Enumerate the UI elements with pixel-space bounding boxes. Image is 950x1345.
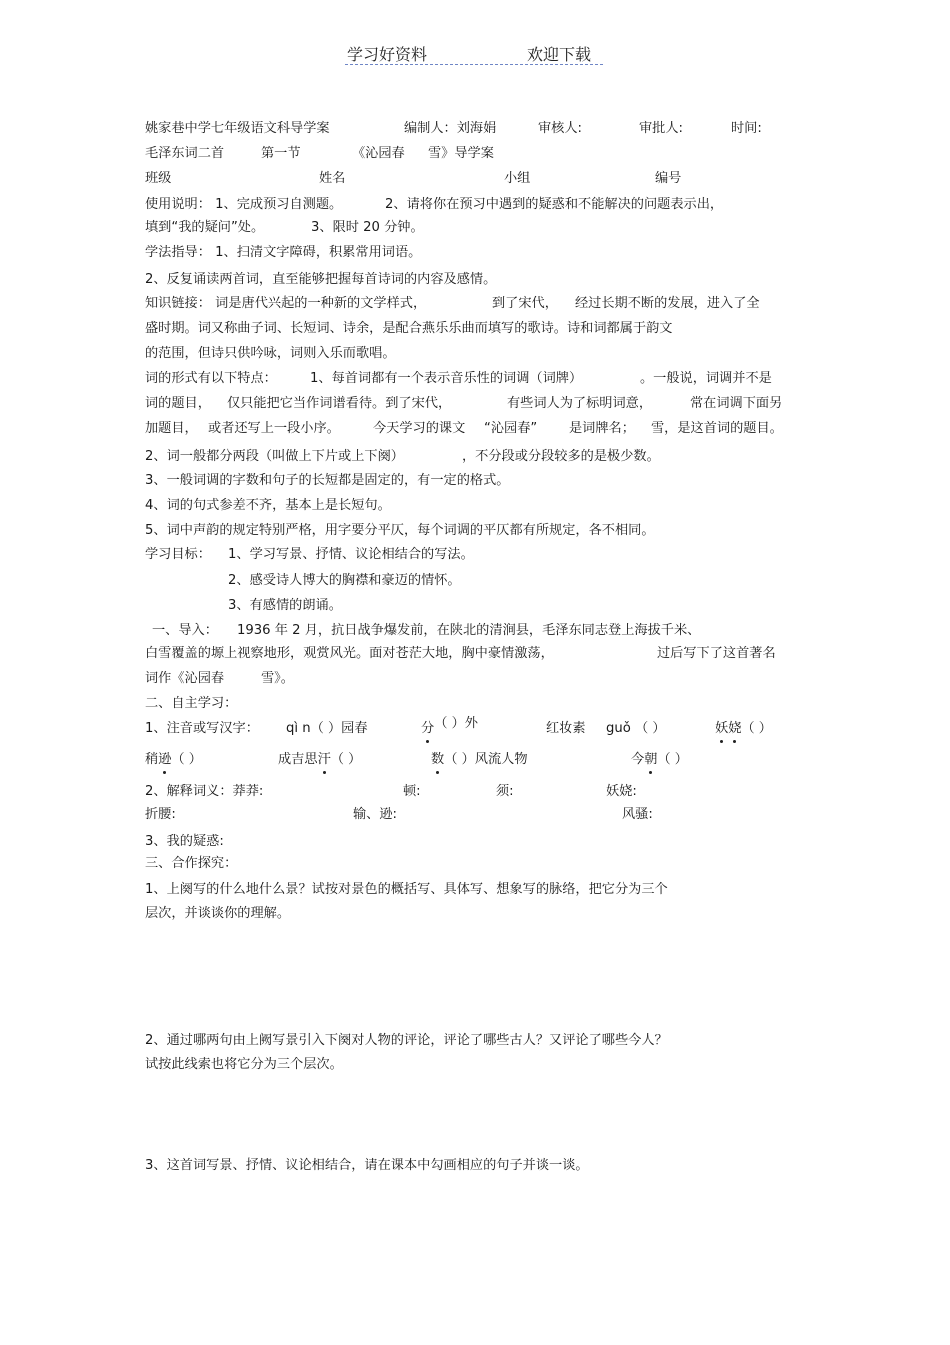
dotted-char: 朝: [644, 752, 658, 767]
dotted-char: 汗: [317, 752, 331, 767]
coop-q1-line-1: 1、上阕写的什么地什么景？试按对景色的概括写、具体写、想象写的脉络，把它分为三个: [145, 882, 668, 897]
forms-3a: 加题目，: [145, 421, 198, 436]
page-header: [345, 42, 603, 65]
dotted-char: 逊: [158, 752, 172, 767]
forms-point-4: 4、词的句式参差不齐，基本上是长短句。: [145, 498, 391, 513]
forms-point-3: 3、一般词调的字数和句子的长短都是固定的，有一定的格式。: [145, 473, 510, 488]
coop-q3: 3、这首词写景、抒情、议论相结合，请在课本中勾画相应的句子并谈一谈。: [145, 1158, 589, 1173]
group-label: 小组: [504, 171, 531, 186]
blank: （ ）: [330, 752, 362, 767]
approver: 审批人:: [639, 121, 684, 136]
intro-text-2a: 白雪覆盖的塬上视察地形，观赏风光。面对苍茫大地，胸中豪情激荡，: [145, 646, 554, 661]
name-label: 姓名: [319, 171, 346, 186]
dotted-char: 数: [431, 752, 445, 767]
blank: （ ）: [171, 752, 202, 767]
usage-3: 3、限时 20 分钟。: [311, 220, 424, 235]
blank: （ ）: [657, 752, 688, 767]
self-study-title: 二、自主学习：: [145, 696, 238, 711]
reviewer: 审核人:: [538, 121, 583, 136]
forms-1c: 。一般说，词调并不是: [640, 371, 772, 386]
char: 今: [631, 752, 645, 767]
knowledge-line-3: 的范围，但诗只供吟咏，词则入乐而歌唱。: [145, 346, 396, 361]
lesson-section: 第一节: [261, 146, 301, 161]
intro-title: 一、导入：: [152, 623, 218, 638]
pinyin-guo: guǒ （ ）: [606, 721, 666, 736]
coop-q2-line-1: 2、通过哪两句由上阙写景引入下阕对人物的评论，评论了哪些古人？又评论了哪些今人？: [145, 1033, 668, 1048]
explain-yaorao: 妖娆:: [606, 784, 637, 799]
pinyin-shaoxun: [145, 751, 202, 769]
forms-2-a: 2、词一般都分两段（叫做上下片或上下阕）: [145, 449, 404, 464]
pinyin-shu: [431, 751, 528, 769]
coop-title: 三、合作探究：: [145, 856, 238, 871]
dotted-char: 妖: [715, 721, 729, 736]
knowledge-1a: 知识链接： 词是唐代兴起的一种新的文学样式，: [145, 296, 427, 311]
knowledge-line-2: 盛时期。词又称曲子词、长短词、诗余，是配合燕乐乐曲而填写的歌诗。诗和词都属于韵文: [145, 321, 673, 336]
pinyin-jinzhao: [631, 751, 688, 769]
explain-dun: 顿:: [403, 784, 421, 799]
goal-3: 3、有感情的朗诵。: [228, 598, 342, 613]
knowledge-1c: 经过长期不断的发展，进入了全: [575, 296, 760, 311]
knowledge-1b: 到了宋代，: [492, 296, 558, 311]
goal-2: 2、感受诗人博大的胸襟和豪迈的情怀。: [228, 573, 461, 588]
intro-text-2b: 过后写下了这首著名: [657, 646, 776, 661]
forms-2b: 仅只能把它当作词谱看待。到了宋代，: [227, 396, 452, 411]
pinyin-fen: [421, 716, 478, 738]
number-label: 编号: [655, 171, 682, 186]
coop-q2-line-2: 试按此线索也将它分为三个层次。: [145, 1057, 343, 1072]
intro-text-3b: 雪》。: [261, 671, 294, 686]
dotted-char: 娆: [728, 721, 742, 736]
forms-3f: 雪，是这首词的题目。: [651, 421, 783, 436]
editor: 编制人：刘海娟: [404, 121, 497, 136]
method-line-2: 2、反复诵读两首词，直至能够把握每首诗词的内容及感情。: [145, 272, 497, 287]
forms-3d: “沁园春”: [484, 421, 538, 436]
explain-zheyao: 折腰:: [145, 807, 176, 822]
intro-text-1: 1936 年 2 月，抗日战争爆发前，在陕北的清涧县，毛泽东同志登上海拔千米、: [237, 623, 701, 638]
coop-q1-line-2: 层次，并谈谈你的理解。: [145, 906, 291, 921]
method-line-1: 学法指导： 1、扫清文字障碍，积累常用词语。: [145, 245, 422, 260]
pinyin-yaorao: [715, 720, 772, 738]
blank: （ ）风流人物: [444, 752, 528, 767]
forms-point-5: 5、词中声韵的规定特别严格，用字要分平仄，每个词调的平仄都有所规定，各不相同。: [145, 523, 655, 538]
forms-2-b: ，不分段或分段较多的是极少数。: [462, 449, 660, 464]
char: 稍: [145, 752, 159, 767]
usage-2-cont: 填到“我的疑问”处。: [145, 220, 265, 235]
pinyin-hongzhuang: 红妆素: [546, 721, 586, 736]
forms-2a: 词的题目，: [145, 396, 211, 411]
goals-label: 学习目标：: [145, 547, 211, 562]
explain-fengsao: 风骚:: [622, 807, 653, 822]
forms-1b: 1、每首词都有一个表示音乐性的词调（词牌）: [310, 371, 583, 386]
blank: （ ）: [741, 721, 772, 736]
forms-3e: 是词牌名；: [569, 421, 635, 436]
chars: 成吉思: [278, 752, 318, 767]
dotted-char: 分: [421, 721, 435, 736]
usage-2: 2、请将你在预习中遇到的疑惑和不能解决的问题表示出，: [385, 197, 724, 212]
lesson-name-a: 《沁园春: [352, 146, 405, 161]
pinyin-qin: qì n（ ）园春: [286, 721, 368, 736]
usage-1: 使用说明： 1、完成预习自测题。: [145, 197, 343, 212]
explain-label: 2、解释词义：莽莽:: [145, 784, 264, 799]
header-left: 学习好资料: [347, 45, 428, 64]
time-label: 时间:: [731, 121, 762, 136]
my-questions: 3、我的疑惑:: [145, 834, 224, 849]
lesson-title: 毛泽东词二首: [145, 146, 225, 161]
forms-2d: 常在词调下面另: [690, 396, 783, 411]
forms-3c: 今天学习的课文: [373, 421, 466, 436]
forms-3b: 或者还写上一段小序。: [208, 421, 340, 436]
header-right: 欢迎下载: [527, 45, 592, 64]
intro-text-3a: 词作《沁园春: [145, 671, 225, 686]
forms-2c: 有些词人为了标明词意，: [507, 396, 653, 411]
school-name: 姚家巷中学七年级语文科导学案: [145, 121, 330, 136]
blank: （ ）外: [434, 716, 478, 731]
pinyin-label: 1、注音或写汉字：: [145, 721, 259, 736]
explain-xu: 须:: [496, 784, 514, 799]
explain-shuxun: 输、逊:: [353, 807, 398, 822]
goal-1: 1、学习写景、抒情、议论相结合的写法。: [228, 547, 474, 562]
lesson-name-b: 雪》导学案: [428, 146, 494, 161]
pinyin-chengjisihan: [278, 751, 361, 769]
forms-1a: 词的形式有以下特点：: [145, 371, 277, 386]
class-label: 班级: [145, 171, 172, 186]
